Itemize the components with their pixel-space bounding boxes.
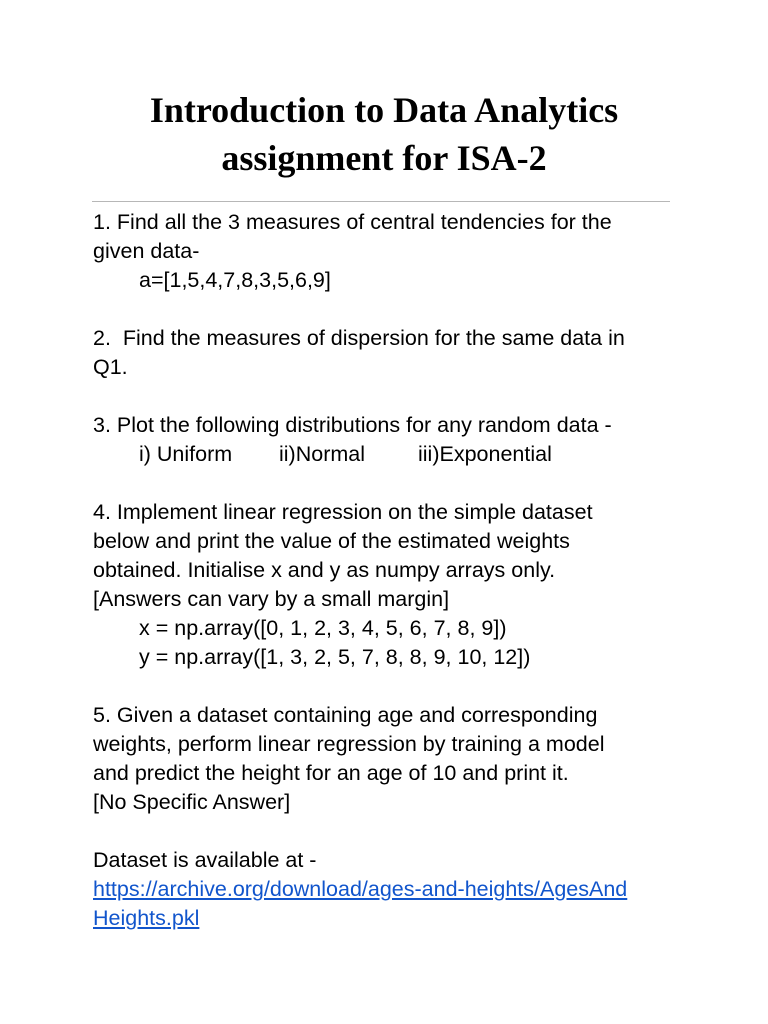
dataset-link-line-1[interactable]: https://archive.org/download/ages-and-heights/AgesAnd — [93, 877, 628, 901]
document-body — [93, 208, 713, 933]
q3-line-1: 3. Plot the following distributions for any random data - — [93, 413, 612, 437]
q3-options — [93, 440, 713, 469]
q5-line-4: [No Specific Answer] — [93, 790, 291, 814]
q3-option-exponential: iii)Exponential — [418, 442, 552, 466]
q4-x-code: x = np.array([0, 1, 2, 3, 4, 5, 6, 7, 8, 9]) — [139, 616, 507, 640]
q5-line-1: 5. Given a dataset containing age and corresponding — [93, 703, 598, 727]
q2-line-1: 2. Find the measures of dispersion for the same data in — [93, 326, 625, 350]
q4-line-3: obtained. Initialise x and y as numpy arrays only. — [93, 558, 556, 582]
dataset-section — [93, 846, 713, 933]
q1-line-2: given data- — [93, 239, 200, 263]
spacer — [93, 295, 713, 324]
spacer — [93, 672, 713, 701]
q4-line-4: [Answers can vary by a small margin] — [93, 587, 450, 611]
question-3 — [93, 411, 713, 469]
dataset-link-line-2[interactable]: Heights.pkl — [93, 906, 200, 930]
q2-line-2: Q1. — [93, 355, 128, 379]
spacer — [93, 469, 713, 498]
q4-y-code: y = np.array([1, 3, 2, 5, 7, 8, 8, 9, 10, 12]) — [139, 645, 531, 669]
spacer — [93, 817, 713, 846]
q4-line-1: 4. Implement linear regression on the simple dataset — [93, 500, 593, 524]
q1-data: a=[1,5,4,7,8,3,5,6,9] — [139, 268, 331, 292]
question-5 — [93, 701, 713, 817]
q1-line-1: 1. Find all the 3 measures of central tendencies for the — [93, 210, 612, 234]
q5-line-2: weights, perform linear regression by training a model — [93, 732, 605, 756]
q4-line-2: below and print the value of the estimated weights — [93, 529, 570, 553]
title-line-2: assignment for ISA-2 — [221, 138, 547, 178]
title-divider — [92, 201, 670, 202]
dataset-label: Dataset is available at - — [93, 848, 317, 872]
question-4 — [93, 498, 713, 672]
question-2 — [93, 324, 713, 382]
spacer — [93, 382, 713, 411]
question-1 — [93, 208, 713, 295]
q5-line-3: and predict the height for an age of 10 and print it. — [93, 761, 569, 785]
q3-option-uniform: i) Uniform — [139, 442, 233, 466]
title-line-1: Introduction to Data Analytics — [149, 90, 619, 130]
q3-option-normal: ii)Normal — [279, 442, 365, 466]
